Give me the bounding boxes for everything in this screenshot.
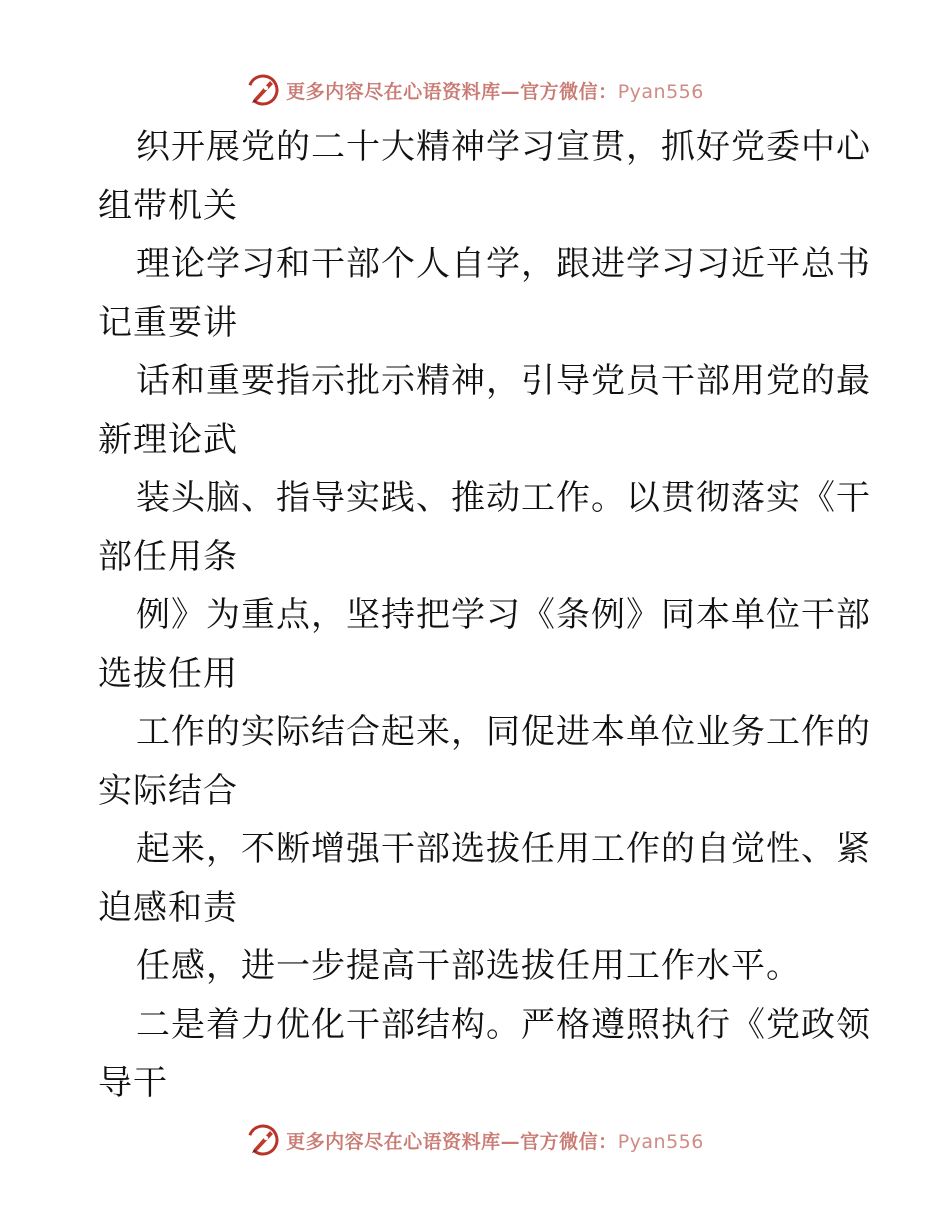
text-line: 织开展党的二十大精神学习宣贯，抓好党委中心 bbox=[136, 127, 871, 167]
document-body bbox=[98, 118, 871, 1113]
text-line: 导干 bbox=[98, 1063, 168, 1103]
text-line: 迫感和责 bbox=[98, 887, 238, 928]
watermark-wechat-id: Pyan556 bbox=[617, 1130, 704, 1153]
watermark-brand: 更多内容尽在心语资料库 bbox=[286, 80, 501, 103]
quill-logo-icon bbox=[246, 73, 280, 107]
text-line: 二是着力优化干部结构。严格遵照执行《党政领 bbox=[136, 1004, 871, 1045]
text-line: 任感，进一步提高干部选拔任用工作水平。 bbox=[136, 946, 801, 986]
text-line: 例》为重点，坚持把学习《条例》同本单位干部 bbox=[136, 595, 871, 635]
text-line: 起来，不断增强干部选拔任用工作的自觉性、紧 bbox=[136, 829, 871, 869]
header-watermark bbox=[0, 70, 950, 110]
text-line: 记重要讲 bbox=[98, 302, 238, 343]
watermark-text bbox=[286, 77, 704, 104]
text-line: 组带机关 bbox=[98, 185, 238, 226]
quill-logo-icon bbox=[246, 1123, 280, 1157]
watermark-official: 官方微信： bbox=[520, 80, 618, 103]
text-line: 实际结合 bbox=[98, 770, 238, 811]
watermark-wechat-id: Pyan556 bbox=[617, 80, 704, 103]
watermark-dash: — bbox=[500, 80, 521, 103]
watermark-text bbox=[286, 1127, 704, 1154]
watermark-official: 官方微信： bbox=[520, 1130, 618, 1153]
text-line: 话和重要指示批示精神，引导党员干部用党的最 bbox=[136, 361, 871, 401]
text-line: 部任用条 bbox=[98, 536, 238, 577]
text-line: 工作的实际结合起来，同促进本单位业务工作的 bbox=[136, 712, 871, 752]
text-line: 新理论武 bbox=[98, 419, 238, 460]
watermark-dash: — bbox=[500, 1130, 521, 1153]
footer-watermark bbox=[0, 1120, 950, 1160]
text-line: 理论学习和干部个人自学，跟进学习习近平总书 bbox=[136, 244, 871, 284]
text-line: 装头脑、指导实践、推动工作。以贯彻落实《干 bbox=[136, 478, 871, 518]
watermark-brand: 更多内容尽在心语资料库 bbox=[286, 1130, 501, 1153]
text-line: 选拔任用 bbox=[98, 653, 238, 694]
